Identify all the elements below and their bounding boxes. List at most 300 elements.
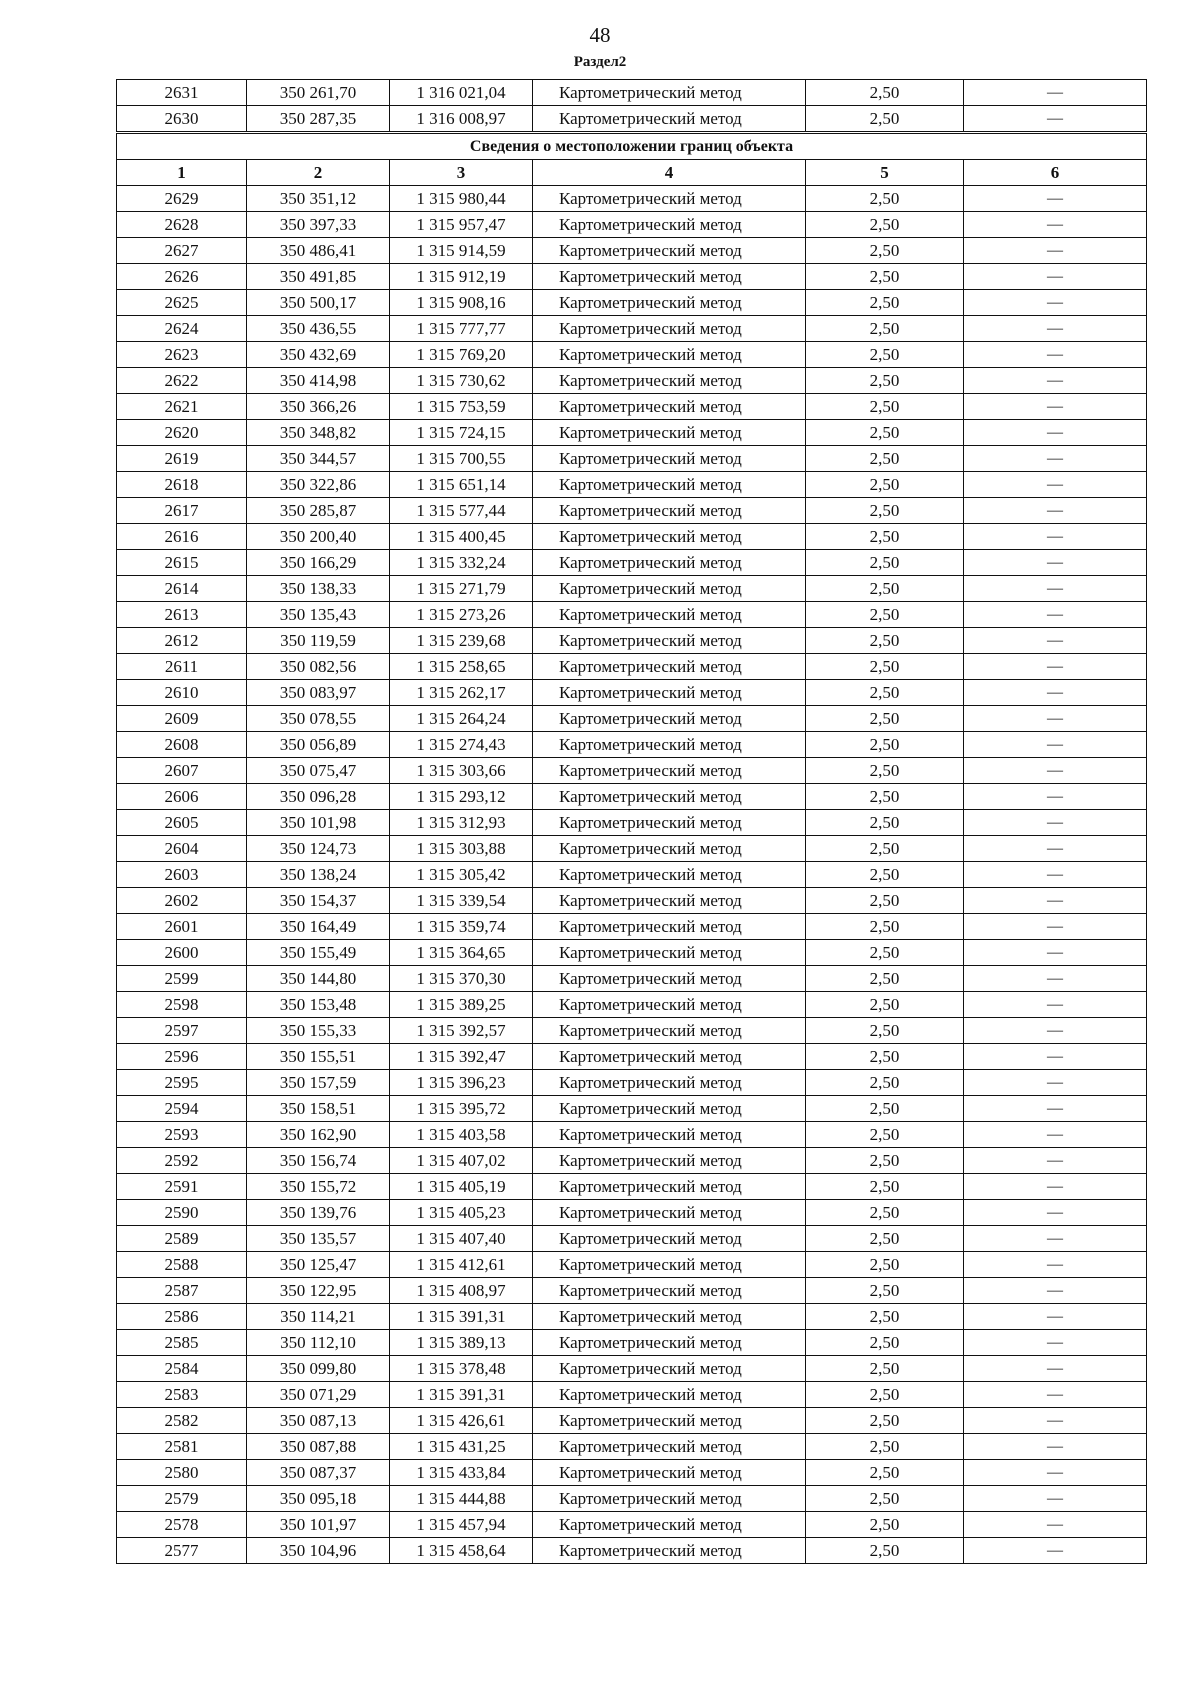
table-cell-col6: — [964, 1044, 1147, 1070]
table-row [117, 706, 1147, 732]
table-cell-col2: 350 112,10 [247, 1330, 390, 1356]
table-cell-col5: 2,50 [806, 1070, 964, 1096]
table-cell-col4: Картометрический метод [533, 1070, 806, 1096]
table-cell-col6: — [964, 966, 1147, 992]
table-row [117, 264, 1147, 290]
table-row [117, 1252, 1147, 1278]
table-cell-col4: Картометрический метод [533, 784, 806, 810]
table-cell-col2: 350 155,72 [247, 1174, 390, 1200]
table-cell-col2: 350 095,18 [247, 1486, 390, 1512]
page-number: 48 [589, 23, 611, 47]
table-cell-col1: 2624 [117, 316, 247, 342]
table-cell-col5: 2,50 [806, 1200, 964, 1226]
table-cell-col2: 350 436,55 [247, 316, 390, 342]
table-cell-col3: 1 315 258,65 [390, 654, 533, 680]
table-cell-col4: Картометрический метод [533, 654, 806, 680]
table-cell-col3: 1 315 980,44 [390, 186, 533, 212]
table-cell-col5: 2,50 [806, 1486, 964, 1512]
table-cell-col2: 350 200,40 [247, 524, 390, 550]
section-header-row [117, 133, 1147, 160]
table-cell-col4: Картометрический метод [533, 940, 806, 966]
table-cell-col5: 2,50 [806, 1252, 964, 1278]
table-cell-col6: — [964, 602, 1147, 628]
table-cell-col1: 2583 [117, 1382, 247, 1408]
table-cell-col4: Картометрический метод [533, 446, 806, 472]
column-number: 5 [806, 160, 964, 186]
table-cell-col5: 2,50 [806, 810, 964, 836]
table-cell-col2: 350 157,59 [247, 1070, 390, 1096]
table-cell-col1: 2612 [117, 628, 247, 654]
table-cell-col4: Картометрический метод [533, 992, 806, 1018]
table-cell-col5: 2,50 [806, 316, 964, 342]
table-cell-col6: — [964, 1096, 1147, 1122]
table-cell-col4: Картометрический метод [533, 238, 806, 264]
table-cell-col6: — [964, 1538, 1147, 1564]
table-row [117, 1226, 1147, 1252]
table-cell-col2: 350 078,55 [247, 706, 390, 732]
table-cell-col6: — [964, 1226, 1147, 1252]
table-cell-col5: 2,50 [806, 1226, 964, 1252]
table-cell-col2: 350 087,13 [247, 1408, 390, 1434]
table-cell-col2: 350 139,76 [247, 1200, 390, 1226]
table-row [117, 1408, 1147, 1434]
table-cell-col2: 350 155,51 [247, 1044, 390, 1070]
table-cell-col2: 350 164,49 [247, 914, 390, 940]
table-cell-col1: 2587 [117, 1278, 247, 1304]
table-cell-col3: 1 315 271,79 [390, 576, 533, 602]
table-cell-col3: 1 315 433,84 [390, 1460, 533, 1486]
table-cell-col5: 2,50 [806, 1382, 964, 1408]
table-row [117, 1304, 1147, 1330]
table-cell-col4: Картометрический метод [533, 602, 806, 628]
table-cell-col1: 2620 [117, 420, 247, 446]
table-cell-col5: 2,50 [806, 524, 964, 550]
table-cell-col5: 2,50 [806, 186, 964, 212]
table-cell-col6: — [964, 498, 1147, 524]
table-cell-col6: — [964, 810, 1147, 836]
table-cell-col1: 2603 [117, 862, 247, 888]
table-cell-col3: 1 315 395,72 [390, 1096, 533, 1122]
table-cell-col3: 1 315 262,17 [390, 680, 533, 706]
table-cell-col6: — [964, 1460, 1147, 1486]
table-cell-col1: 2615 [117, 550, 247, 576]
table-cell-col3: 1 315 405,19 [390, 1174, 533, 1200]
table-cell-col2: 350 101,97 [247, 1512, 390, 1538]
table-cell-col6: — [964, 654, 1147, 680]
table-row [117, 1512, 1147, 1538]
table-cell-col4: Картометрический метод [533, 212, 806, 238]
table-cell-col3: 1 315 293,12 [390, 784, 533, 810]
column-number: 4 [533, 160, 806, 186]
table-row [117, 238, 1147, 264]
table-cell-col6: — [964, 1356, 1147, 1382]
table-cell-col1: 2582 [117, 1408, 247, 1434]
table-cell-col2: 350 135,43 [247, 602, 390, 628]
table-cell-col1: 2610 [117, 680, 247, 706]
table-cell-col1: 2595 [117, 1070, 247, 1096]
table-cell-col6: — [964, 446, 1147, 472]
table-cell-col6: — [964, 576, 1147, 602]
table-cell-col5: 2,50 [806, 1096, 964, 1122]
table-cell-col6: — [964, 992, 1147, 1018]
table-cell-col3: 1 315 405,23 [390, 1200, 533, 1226]
table-cell-col3: 1 315 273,26 [390, 602, 533, 628]
table-row [117, 342, 1147, 368]
table-cell-col6: — [964, 1200, 1147, 1226]
table-cell-col1: 2602 [117, 888, 247, 914]
table-cell-col2: 350 287,35 [247, 106, 390, 133]
table-cell-col2: 350 071,29 [247, 1382, 390, 1408]
table-row [117, 940, 1147, 966]
table-cell-col1: 2584 [117, 1356, 247, 1382]
table-cell-col6: — [964, 888, 1147, 914]
table-cell-col5: 2,50 [806, 576, 964, 602]
table-cell-col2: 350 087,37 [247, 1460, 390, 1486]
table-cell-col2: 350 500,17 [247, 290, 390, 316]
table-cell-col4: Картометрический метод [533, 550, 806, 576]
table-row [117, 80, 1147, 106]
table-cell-col1: 2630 [117, 106, 247, 133]
table-cell-col3: 1 315 777,77 [390, 316, 533, 342]
table-cell-col1: 2625 [117, 290, 247, 316]
table-cell-col1: 2607 [117, 758, 247, 784]
table-cell-col6: — [964, 680, 1147, 706]
table-cell-col4: Картометрический метод [533, 1096, 806, 1122]
table-cell-col6: — [964, 368, 1147, 394]
table-cell-col5: 2,50 [806, 992, 964, 1018]
table-cell-col1: 2594 [117, 1096, 247, 1122]
table-cell-col5: 2,50 [806, 1460, 964, 1486]
table-cell-col5: 2,50 [806, 394, 964, 420]
table-cell-col3: 1 315 412,61 [390, 1252, 533, 1278]
table-cell-col5: 2,50 [806, 1512, 964, 1538]
table-cell-col4: Картометрический метод [533, 498, 806, 524]
table-cell-col4: Картометрический метод [533, 524, 806, 550]
table-cell-col3: 1 315 332,24 [390, 550, 533, 576]
table-cell-col4: Картометрический метод [533, 1304, 806, 1330]
table-row [117, 654, 1147, 680]
table-cell-col4: Картометрический метод [533, 1278, 806, 1304]
table-cell-col1: 2604 [117, 836, 247, 862]
table-cell-col5: 2,50 [806, 446, 964, 472]
table-cell-col3: 1 315 339,54 [390, 888, 533, 914]
table-cell-col5: 2,50 [806, 290, 964, 316]
table-cell-col6: — [964, 1408, 1147, 1434]
table-cell-col2: 350 348,82 [247, 420, 390, 446]
table-cell-col5: 2,50 [806, 732, 964, 758]
table-cell-col4: Картометрический метод [533, 1538, 806, 1564]
table-cell-col5: 2,50 [806, 836, 964, 862]
table-cell-col3: 1 315 700,55 [390, 446, 533, 472]
table-cell-col4: Картометрический метод [533, 1512, 806, 1538]
table-cell-col4: Картометрический метод [533, 810, 806, 836]
table-cell-col6: — [964, 706, 1147, 732]
table-cell-col4: Картометрический метод [533, 1486, 806, 1512]
table-cell-col2: 350 486,41 [247, 238, 390, 264]
table-cell-col5: 2,50 [806, 914, 964, 940]
table-cell-col6: — [964, 524, 1147, 550]
table-cell-col4: Картометрический метод [533, 1252, 806, 1278]
table-cell-col6: — [964, 940, 1147, 966]
table-row [117, 758, 1147, 784]
table-cell-col6: — [964, 342, 1147, 368]
table-cell-col1: 2585 [117, 1330, 247, 1356]
table-row [117, 810, 1147, 836]
section-title: Раздел2 [573, 54, 627, 70]
table-row [117, 550, 1147, 576]
table-cell-col4: Картометрический метод [533, 1434, 806, 1460]
table-cell-col4: Картометрический метод [533, 1174, 806, 1200]
column-number: 2 [247, 160, 390, 186]
table-cell-col2: 350 138,24 [247, 862, 390, 888]
table-cell-col4: Картометрический метод [533, 80, 806, 106]
table-cell-col4: Картометрический метод [533, 264, 806, 290]
table-cell-col5: 2,50 [806, 888, 964, 914]
table-row [117, 290, 1147, 316]
table-cell-col2: 350 491,85 [247, 264, 390, 290]
column-number-row [117, 160, 1147, 186]
table-cell-col5: 2,50 [806, 602, 964, 628]
table-cell-col1: 2592 [117, 1148, 247, 1174]
table-row [117, 446, 1147, 472]
table-cell-col3: 1 315 389,13 [390, 1330, 533, 1356]
table-cell-col1: 2605 [117, 810, 247, 836]
table-cell-col2: 350 397,33 [247, 212, 390, 238]
table-cell-col3: 1 316 008,97 [390, 106, 533, 133]
table-cell-col3: 1 315 407,40 [390, 1226, 533, 1252]
table-row [117, 1122, 1147, 1148]
table-cell-col1: 2608 [117, 732, 247, 758]
table-cell-col4: Картометрический метод [533, 1226, 806, 1252]
table-cell-col1: 2589 [117, 1226, 247, 1252]
table-cell-col1: 2577 [117, 1538, 247, 1564]
table-cell-col6: — [964, 264, 1147, 290]
table-cell-col3: 1 315 730,62 [390, 368, 533, 394]
table-cell-col5: 2,50 [806, 628, 964, 654]
table-cell-col1: 2578 [117, 1512, 247, 1538]
table-cell-col6: — [964, 1018, 1147, 1044]
table-cell-col2: 350 122,95 [247, 1278, 390, 1304]
table-cell-col6: — [964, 80, 1147, 106]
table-cell-col3: 1 315 444,88 [390, 1486, 533, 1512]
table-row [117, 472, 1147, 498]
table-cell-col1: 2617 [117, 498, 247, 524]
table-cell-col4: Картометрический метод [533, 1122, 806, 1148]
table-cell-col3: 1 315 392,47 [390, 1044, 533, 1070]
table-cell-col6: — [964, 784, 1147, 810]
table-cell-col3: 1 315 724,15 [390, 420, 533, 446]
table-cell-col6: — [964, 732, 1147, 758]
table-row [117, 316, 1147, 342]
table-cell-col3: 1 315 396,23 [390, 1070, 533, 1096]
table-cell-col1: 2614 [117, 576, 247, 602]
table-cell-col2: 350 125,47 [247, 1252, 390, 1278]
table-cell-col5: 2,50 [806, 106, 964, 133]
table-cell-col1: 2588 [117, 1252, 247, 1278]
column-number: 1 [117, 160, 247, 186]
table-cell-col5: 2,50 [806, 238, 964, 264]
table-cell-col6: — [964, 186, 1147, 212]
table-cell-col6: — [964, 1174, 1147, 1200]
table-cell-col4: Картометрический метод [533, 316, 806, 342]
table-row [117, 914, 1147, 940]
table-cell-col6: — [964, 1382, 1147, 1408]
table-cell-col6: — [964, 238, 1147, 264]
table-cell-col5: 2,50 [806, 1408, 964, 1434]
table-cell-col6: — [964, 1304, 1147, 1330]
table-cell-col1: 2606 [117, 784, 247, 810]
column-number: 3 [390, 160, 533, 186]
table-row [117, 1330, 1147, 1356]
table-cell-col5: 2,50 [806, 1278, 964, 1304]
table-row [117, 1538, 1147, 1564]
table-cell-col6: — [964, 1122, 1147, 1148]
table-row [117, 368, 1147, 394]
table-cell-col4: Картометрический метод [533, 732, 806, 758]
table-cell-col6: — [964, 836, 1147, 862]
table-cell-col2: 350 104,96 [247, 1538, 390, 1564]
table-cell-col1: 2626 [117, 264, 247, 290]
table-cell-col2: 350 344,57 [247, 446, 390, 472]
table-cell-col1: 2600 [117, 940, 247, 966]
table-cell-col3: 1 315 312,93 [390, 810, 533, 836]
table-cell-col4: Картометрический метод [533, 472, 806, 498]
table-cell-col1: 2628 [117, 212, 247, 238]
table-cell-col5: 2,50 [806, 1434, 964, 1460]
table-cell-col2: 350 138,33 [247, 576, 390, 602]
table-cell-col4: Картометрический метод [533, 1330, 806, 1356]
table-cell-col6: — [964, 628, 1147, 654]
table-cell-col3: 1 315 431,25 [390, 1434, 533, 1460]
table-cell-col4: Картометрический метод [533, 628, 806, 654]
table-cell-col1: 2622 [117, 368, 247, 394]
table-row [117, 836, 1147, 862]
table-cell-col2: 350 099,80 [247, 1356, 390, 1382]
table-cell-col4: Картометрический метод [533, 368, 806, 394]
table-row [117, 1096, 1147, 1122]
table-cell-col2: 350 056,89 [247, 732, 390, 758]
table-cell-col3: 1 315 769,20 [390, 342, 533, 368]
table-cell-col5: 2,50 [806, 212, 964, 238]
table-cell-col2: 350 087,88 [247, 1434, 390, 1460]
table-cell-col1: 2611 [117, 654, 247, 680]
table-cell-col2: 350 154,37 [247, 888, 390, 914]
table-cell-col1: 2623 [117, 342, 247, 368]
table-cell-col4: Картометрический метод [533, 1018, 806, 1044]
table-cell-col1: 2596 [117, 1044, 247, 1070]
table-cell-col2: 350 261,70 [247, 80, 390, 106]
table-cell-col1: 2593 [117, 1122, 247, 1148]
table-row [117, 1382, 1147, 1408]
table-cell-col4: Картометрический метод [533, 758, 806, 784]
table-cell-col4: Картометрический метод [533, 106, 806, 133]
table-row [117, 1174, 1147, 1200]
table-cell-col3: 1 315 957,47 [390, 212, 533, 238]
table-cell-col5: 2,50 [806, 1356, 964, 1382]
table-cell-col3: 1 315 753,59 [390, 394, 533, 420]
table-cell-col2: 350 114,21 [247, 1304, 390, 1330]
table-row [117, 1148, 1147, 1174]
table-cell-col3: 1 315 391,31 [390, 1382, 533, 1408]
table-cell-col5: 2,50 [806, 264, 964, 290]
table-cell-col6: — [964, 420, 1147, 446]
table-row [117, 862, 1147, 888]
table-cell-col5: 2,50 [806, 550, 964, 576]
table-cell-col1: 2590 [117, 1200, 247, 1226]
table-row [117, 1018, 1147, 1044]
table-cell-col1: 2627 [117, 238, 247, 264]
table-row [117, 628, 1147, 654]
table-cell-col1: 2631 [117, 80, 247, 106]
table-cell-col2: 350 414,98 [247, 368, 390, 394]
table-cell-col6: — [964, 1148, 1147, 1174]
table-cell-col4: Картометрический метод [533, 1460, 806, 1486]
table-row [117, 1200, 1147, 1226]
table-cell-col6: — [964, 316, 1147, 342]
table-cell-col4: Картометрический метод [533, 1356, 806, 1382]
table-cell-col6: — [964, 472, 1147, 498]
table-cell-col5: 2,50 [806, 498, 964, 524]
table-cell-col6: — [964, 1252, 1147, 1278]
table-row [117, 1434, 1147, 1460]
table-cell-col2: 350 166,29 [247, 550, 390, 576]
table-cell-col3: 1 315 912,19 [390, 264, 533, 290]
table-row [117, 732, 1147, 758]
table-cell-col2: 350 101,98 [247, 810, 390, 836]
table-row [117, 1278, 1147, 1304]
table-row [117, 602, 1147, 628]
table-row [117, 106, 1147, 133]
table-cell-col4: Картометрический метод [533, 394, 806, 420]
table-cell-col3: 1 315 305,42 [390, 862, 533, 888]
table-cell-col5: 2,50 [806, 1174, 964, 1200]
table-cell-col6: — [964, 106, 1147, 133]
table-cell-col3: 1 315 914,59 [390, 238, 533, 264]
table-cell-col1: 2591 [117, 1174, 247, 1200]
table-cell-col6: — [964, 758, 1147, 784]
table-row [117, 1460, 1147, 1486]
table-cell-col4: Картометрический метод [533, 576, 806, 602]
table-cell-col2: 350 083,97 [247, 680, 390, 706]
coordinates-table [116, 79, 1147, 1564]
table-cell-col3: 1 315 303,66 [390, 758, 533, 784]
table-cell-col2: 350 158,51 [247, 1096, 390, 1122]
table-cell-col5: 2,50 [806, 940, 964, 966]
table-cell-col4: Картометрический метод [533, 966, 806, 992]
table-row [117, 498, 1147, 524]
table-cell-col3: 1 315 364,65 [390, 940, 533, 966]
table-cell-col3: 1 315 391,31 [390, 1304, 533, 1330]
table-cell-col4: Картометрический метод [533, 1044, 806, 1070]
table-row [117, 680, 1147, 706]
table-row [117, 576, 1147, 602]
table-cell-col3: 1 315 392,57 [390, 1018, 533, 1044]
table-row [117, 420, 1147, 446]
table-cell-col3: 1 315 359,74 [390, 914, 533, 940]
table-cell-col2: 350 075,47 [247, 758, 390, 784]
table-cell-col6: — [964, 1512, 1147, 1538]
table-cell-col6: — [964, 914, 1147, 940]
table-cell-col4: Картометрический метод [533, 420, 806, 446]
table-row [117, 888, 1147, 914]
table-cell-col5: 2,50 [806, 1538, 964, 1564]
table-cell-col2: 350 162,90 [247, 1122, 390, 1148]
table-cell-col6: — [964, 1486, 1147, 1512]
table-cell-col3: 1 315 389,25 [390, 992, 533, 1018]
table-cell-col4: Картометрический метод [533, 186, 806, 212]
table-cell-col1: 2616 [117, 524, 247, 550]
table-cell-col5: 2,50 [806, 966, 964, 992]
